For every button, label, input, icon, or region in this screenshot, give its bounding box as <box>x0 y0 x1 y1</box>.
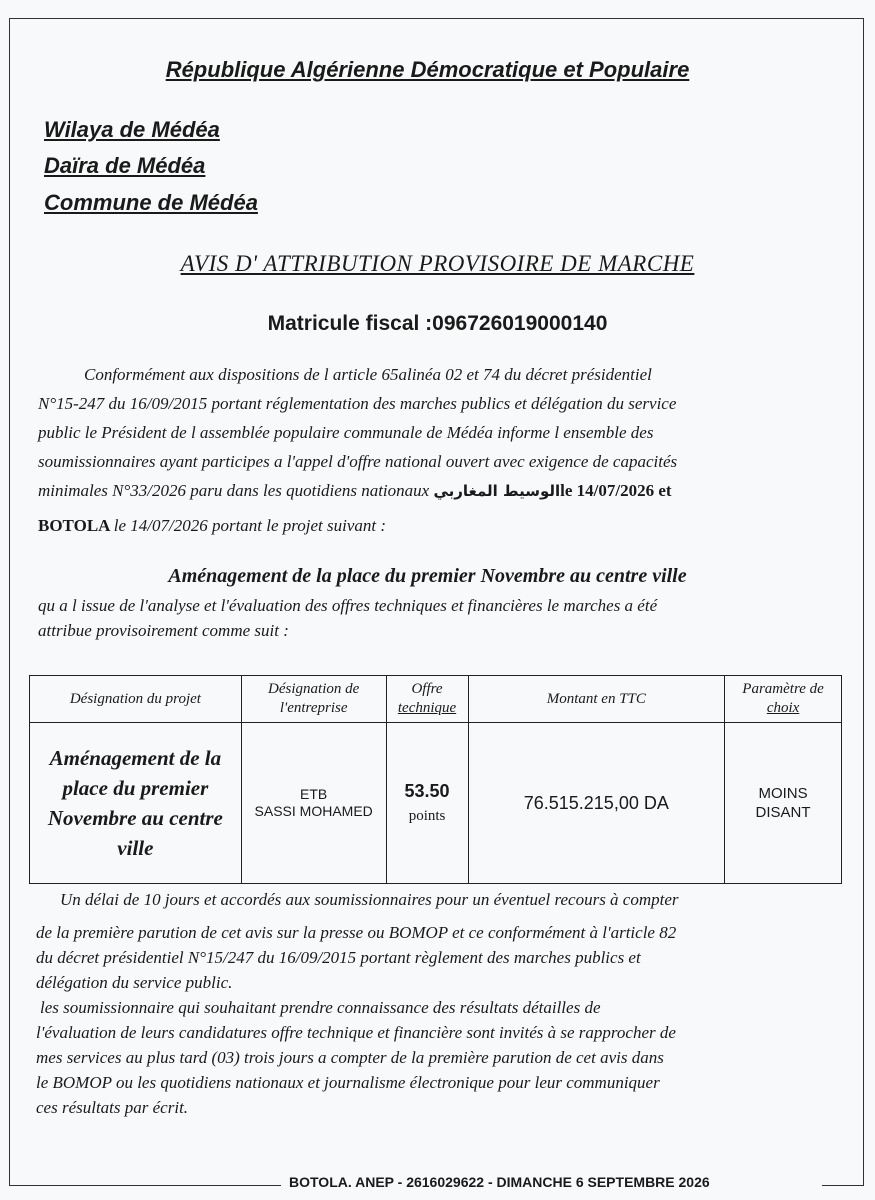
appeal-paragraph <box>36 887 836 1120</box>
appeal-line: ces résultats par écrit. <box>36 1098 189 1117</box>
table-row <box>30 723 842 884</box>
appeal-line: le BOMOP ou les quotidiens nationaux et journalisme électronique pour leur communiquer <box>36 1073 660 1092</box>
score-unit: points <box>408 808 446 824</box>
cell-projet: Aménagement de la place du premier Novembre au centre ville <box>30 723 242 884</box>
tax-id: Matricule fiscal :096726019000140 <box>267 312 608 335</box>
intro-text: minimales N°33/2026 paru dans les quotidiens nationaux <box>38 481 434 500</box>
republic-heading: République Algérienne Démocratique et Populaire <box>165 57 690 82</box>
cell-entreprise: ETB SASSI MOHAMED <box>241 723 386 884</box>
arabic-newspaper-name: الوسيط المغاربي <box>433 482 561 500</box>
header-offre: Offre technique <box>386 676 468 723</box>
intro-paragraph <box>38 360 828 540</box>
appeal-line: du décret présidentiel N°15/247 du 16/09/2015 portant règlement des marches publics et <box>36 948 641 967</box>
cell-montant: 76.515.215,00 DA <box>468 723 725 884</box>
header-projet: Désignation du projet <box>30 676 242 723</box>
intro-line: N°15-247 du 16/09/2015 portant réglementation des marches publics et délégation du service <box>38 394 677 413</box>
appeal-line: les soumissionnaire qui souhaitant prendre connaissance des résultats détailles de <box>40 998 601 1017</box>
header-montant: Montant en TTC <box>468 676 725 723</box>
outcome-line: qu a l issue de l'analyse et l'évaluation des offres techniques et financières le marches a été <box>38 596 658 615</box>
intro-line: public le Président de l assemblée populaire communale de Médéa informe l ensemble des <box>38 423 654 442</box>
header-entreprise: Désignation de l'entreprise <box>241 676 386 723</box>
daira-heading: Daïra de Médéa <box>44 153 206 178</box>
page-border-bottom-right <box>822 1185 864 1186</box>
page-border-bottom-left <box>9 1185 281 1186</box>
intro-text: le 14/07/2026 portant le projet suivant : <box>113 516 387 535</box>
outcome-line: attribue provisoirement comme suit : <box>38 621 289 640</box>
appeal-line: Un délai de 10 jours et accordés aux soumissionnaires pour un éventuel recours à compter <box>60 890 679 909</box>
cell-offre <box>386 723 468 884</box>
intro-line: Conformément aux dispositions de l article 65alinéa 02 et 74 du décret présidentiel <box>84 365 652 384</box>
outcome-paragraph <box>38 593 838 643</box>
intro-line: soumissionnaires ayant participes a l'appel d'offre national ouvert avec exigence de capacités <box>38 452 678 471</box>
technical-score: 53.50 <box>404 781 450 801</box>
cell-parametre: MOINS DISANT <box>725 723 842 884</box>
notice-title: AVIS D' ATTRIBUTION PROVISOIRE DE MARCHE <box>180 251 695 276</box>
appeal-line: l'évaluation de leurs candidatures offre technique et financière sont invités à se rapprocher de <box>36 1023 676 1042</box>
table-header-row <box>30 676 842 723</box>
commune-heading: Commune de Médéa <box>44 190 258 215</box>
footer-publication-info: BOTOLA. ANEP - 2616029622 - DIMANCHE 6 SEPTEMBRE 2026 <box>285 1174 714 1190</box>
intro-line <box>38 476 828 506</box>
publication-date: le 14/07/2026 et <box>560 481 672 500</box>
header-parametre: Paramètre de choix <box>725 676 842 723</box>
appeal-line: délégation du service public. <box>36 973 233 992</box>
project-title: Aménagement de la place du premier Novembre au centre ville <box>168 565 687 587</box>
newspaper-name: BOTOLA <box>38 516 114 535</box>
appeal-line: mes services au plus tard (03) trois jours a compter de la première parution de cet avis dans <box>36 1048 664 1067</box>
wilaya-heading: Wilaya de Médéa <box>44 117 220 142</box>
intro-line <box>38 511 828 540</box>
award-table <box>29 675 842 884</box>
appeal-line: de la première parution de cet avis sur la presse ou BOMOP et ce conformément à l'article 82 <box>36 923 677 942</box>
